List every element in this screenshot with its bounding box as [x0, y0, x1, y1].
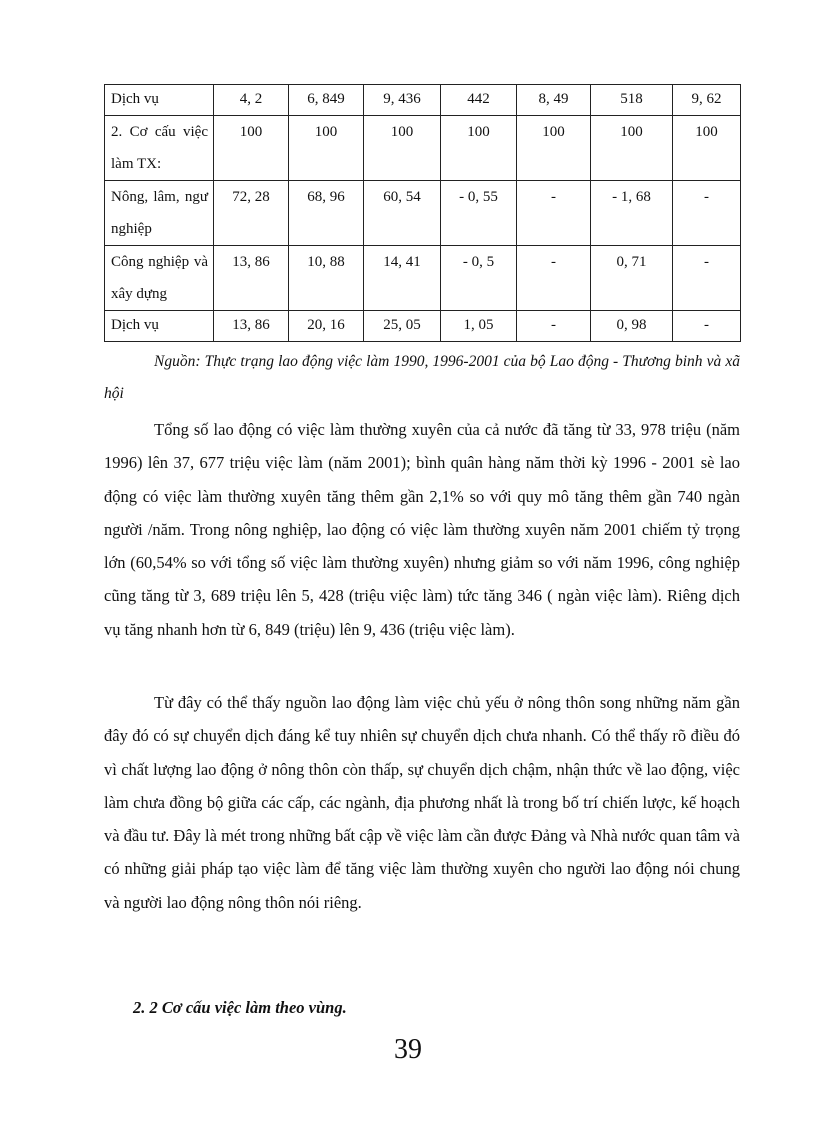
table-cell: 0, 98: [591, 311, 673, 342]
table-cell: 25, 05: [364, 311, 441, 342]
table-row: [105, 246, 741, 311]
table-cell: 100: [441, 116, 517, 181]
table-cell: -: [673, 311, 741, 342]
table-cell: 100: [364, 116, 441, 181]
table-cell: 8, 49: [517, 85, 591, 116]
table-cell: 442: [441, 85, 517, 116]
table-cell: 0, 71: [591, 246, 673, 311]
row-label: Công nghiệp và xây dựng: [105, 246, 214, 311]
table-cell: -: [673, 181, 741, 246]
body-paragraph: Từ đây có thể thấy nguồn lao động làm việc chủ yếu ở nông thôn song những năm gần đây đó có sự chuyển dịch đáng kể tuy nhiên sự chuyển dịch chưa nhanh. Có thể thấy rõ điều đó vì chất lượng lao động ở nông thôn còn thấp, sự chuyển dịch chậm, nhận thức về lao động, việc làm chưa đồng bộ giữa các cấp, các ngành, địa phương nhất là trong bố trí chiến lược, kế hoạch và đầu tư. Đây là mét trong những bất cập về việc làm cần được Đảng và Nhà nước quan tâm và có những giải pháp tạo việc làm để tăng việc làm thường xuyên cho người lao động nói chung và người lao động nông thôn nói riêng.: [104, 693, 741, 912]
table-cell: 100: [517, 116, 591, 181]
row-label: Dịch vụ: [105, 85, 214, 116]
row-label: Nông, lâm, ngư nghiệp: [105, 181, 214, 246]
table-cell: 100: [591, 116, 673, 181]
table-row: [105, 181, 741, 246]
table-source-note: Nguồn: Thực trạng lao động việc làm 1990, 1996-2001 của bộ Lao động - Thương binh và xã hội: [104, 353, 740, 402]
table-row: [105, 85, 741, 116]
table-cell: - 0, 55: [441, 181, 517, 246]
table-cell: 60, 54: [364, 181, 441, 246]
table-cell: 13, 86: [214, 246, 289, 311]
table-cell: -: [517, 311, 591, 342]
table-cell: 9, 436: [364, 85, 441, 116]
table-cell: - 0, 5: [441, 246, 517, 311]
table-cell: - 1, 68: [591, 181, 673, 246]
row-label: 2. Cơ cấu việc làm TX:: [105, 116, 214, 181]
table-cell: -: [673, 246, 741, 311]
table-cell: 14, 41: [364, 246, 441, 311]
table-cell: 4, 2: [214, 85, 289, 116]
table-row: [105, 311, 741, 342]
table-cell: -: [517, 246, 591, 311]
table-cell: 1, 05: [441, 311, 517, 342]
table-cell: 100: [289, 116, 364, 181]
table-cell: 10, 88: [289, 246, 364, 311]
table-cell: 518: [591, 85, 673, 116]
page-number: 39: [394, 1034, 422, 1065]
row-label: Dịch vụ: [105, 311, 214, 342]
table-cell: 68, 96: [289, 181, 364, 246]
table-cell: 9, 62: [673, 85, 741, 116]
table-cell: 6, 849: [289, 85, 364, 116]
table-row: [105, 116, 741, 181]
body-paragraph: Tổng số lao động có việc làm thường xuyên của cả nước đã tăng từ 33, 978 triệu (năm 1996) lên 37, 677 triệu việc làm (năm 2001); bình quân hàng năm thời kỳ 1996 - 2001 sè lao động có việc làm thường xuyên tăng thêm gần 2,1% so với quy mô tăng thêm gần 740 ngàn người /năm. Trong nông nghiệp, lao động có việc làm thường xuyên năm 2001 chiếm tỷ trọng lớn (60,54% so với tổng số việc làm thường xuyên) nhưng giảm so với năm 1996, công nghiệp cũng tăng từ 3, 689 triệu lên 5, 428 (triệu việc làm) tức tăng 346 ( ngàn việc làm). Riêng dịch vụ tăng nhanh hơn từ 6, 849 (triệu) lên 9, 436 (triệu việc làm).: [104, 420, 740, 639]
section-heading: 2. 2 Cơ cấu việc làm theo vùng.: [133, 998, 347, 1017]
table-cell: 20, 16: [289, 311, 364, 342]
employment-structure-table: [104, 84, 741, 342]
table-cell: 100: [214, 116, 289, 181]
table-cell: 13, 86: [214, 311, 289, 342]
table-cell: 100: [673, 116, 741, 181]
table-cell: 72, 28: [214, 181, 289, 246]
table-cell: -: [517, 181, 591, 246]
